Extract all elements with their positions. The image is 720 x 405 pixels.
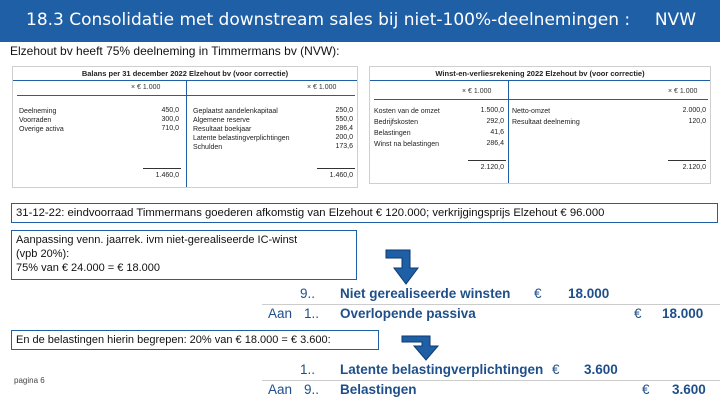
adjustment-box [11,230,357,280]
tax-box [11,330,379,350]
liability-label: Algemene reserve [193,117,250,124]
journal-1-credit-amount: 18.000 [662,306,704,321]
balance-header-line [17,95,355,96]
journal-1-separator [262,304,720,305]
pl-cost-label: Kosten van de omzet [374,108,440,115]
balance-total-right: 1.460,0 [329,172,353,179]
journal-2-separator [262,380,720,381]
balance-total-left: 1.460,0 [155,172,179,179]
pl-revenue-value: 2.000,0 [682,107,706,114]
asset-label: Deelneming [19,108,57,115]
journal-2-credit-currency: € [642,382,650,397]
journal-2-amount: 3.600 [584,362,618,377]
pl-cost-label: Winst na belastingen [374,141,439,148]
liability-label: Schulden [193,144,223,151]
pl-revenue-label: Resultaat deelneming [512,119,580,126]
asset-value: 450,0 [161,107,179,114]
tax-text: En de belastingen hierin begrepen: 20% van € 18.000 = € 3.600: [16,334,331,346]
journal-2-credit-code: 9.. [304,382,320,397]
slide-title: 18.3 Consolidatie met downstream sales bij niet-100%-deelnemingen : [26,10,631,30]
pl-unit-left: × € 1.000 [462,88,492,95]
journal-1-account: Niet gerealiseerde winsten [340,286,511,301]
journal-entry-1 [262,284,720,326]
journal-2-currency: € [552,362,560,377]
balance-total-line-left [143,168,181,169]
slide-tag: NVW [654,10,696,30]
pl-title: Winst-en-verliesrekening 2022 Elzehout bv (voor correctie) [370,67,710,81]
balance-divider [186,81,187,187]
pl-cost-value: 292,0 [486,118,504,125]
pl-unit-right: × € 1.000 [668,88,698,95]
journal-entry-2 [262,360,720,402]
liability-label: Geplaatst aandelenkapitaal [193,108,278,115]
slide-header [0,0,720,42]
info-text: 31-12-22: eindvoorraad Timmermans goederen afkomstig van Elzehout € 120.000; verkrijgingsprijs Elzehout € 96.000 [16,207,605,219]
journal-1-credit-currency: € [634,306,642,321]
income-statement [369,66,711,184]
liability-value: 200,0 [335,134,353,141]
pl-cost-value: 286,4 [486,140,504,147]
subtitle: Elzehout bv heeft 75% deelneming in Timmermans bv (NVW): [10,44,340,58]
pl-cost-value: 1.500,0 [480,107,504,114]
liability-value: 173,6 [335,143,353,150]
journal-2-aan: Aan [268,382,293,397]
pl-total-line-right [668,160,706,161]
journal-1-amount: 18.000 [568,286,610,301]
journal-1-credit-account: Overlopende passiva [340,306,476,321]
journal-2-account: Latente belastingverplichtingen [340,362,544,377]
balance-sheet [12,66,358,188]
pl-header-line [374,99,708,100]
liability-label: Latente belastingverplichtingen [193,135,290,142]
asset-label: Voorraden [19,117,52,124]
pl-total-left: 2.120,0 [480,164,504,171]
liability-label: Resultaat boekjaar [193,126,252,133]
adjustment-line-2: (vpb 20%): [16,248,70,260]
journal-2-credit-amount: 3.600 [672,382,706,397]
liability-value: 550,0 [335,116,353,123]
pl-cost-label: Belastingen [374,130,411,137]
pl-cost-value: 41,6 [490,129,504,136]
pl-total-line-left [468,160,506,161]
balance-title: Balans per 31 december 2022 Elzehout bv (voor correctie) [13,67,357,81]
liability-value: 286,4 [335,125,353,132]
journal-1-code: 9.. [300,286,316,301]
balance-unit-left: × € 1.000 [131,84,161,91]
page-number: pagina 6 [14,376,45,385]
asset-label: Overige activa [19,126,64,133]
adjustment-line-1: Aanpassing venn. jaarrek. ivm niet-gerealiseerde IC-winst [16,234,298,246]
arrow-down-icon [384,248,444,288]
pl-revenue-label: Netto-omzet [512,108,551,115]
journal-1-credit-code: 1.. [304,306,320,321]
asset-value: 710,0 [161,125,179,132]
journal-2-credit-account: Belastingen [340,382,417,397]
info-box [11,203,718,223]
pl-total-right: 2.120,0 [682,164,706,171]
pl-divider [508,81,509,183]
pl-revenue-value: 120,0 [688,118,706,125]
journal-2-code: 1.. [300,362,316,377]
journal-1-currency: € [534,286,542,301]
journal-1-aan: Aan [268,306,293,321]
liability-value: 250,0 [335,107,353,114]
asset-value: 300,0 [161,116,179,123]
balance-unit-right: × € 1.000 [307,84,337,91]
balance-total-line-right [317,168,355,169]
pl-cost-label: Bedrijfskosten [374,119,418,126]
adjustment-line-3: 75% van € 24.000 = € 18.000 [16,262,161,274]
